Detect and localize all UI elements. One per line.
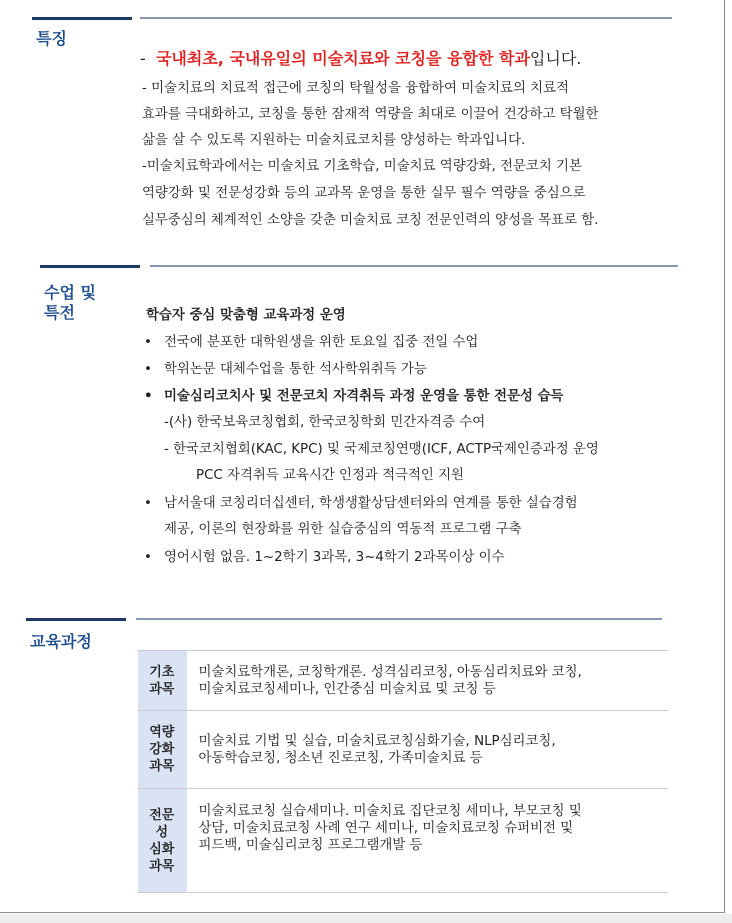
- list-subitem: -(사) 한국보육코칭협회, 한국코칭학회 민간자격증 수여: [164, 415, 486, 430]
- table-description: 미술치료학개론, 코칭학개론. 성격심리코칭, 아동심리치료와 코칭, 미술치료코칭세미나, 인간중심 미술치료 및 코칭 등: [186, 651, 668, 711]
- section-rule-light: [150, 265, 678, 267]
- features-line: -미술치료학과에서는 미술치료 기초학습, 미술치료 역량강화, 전문코치 기본: [142, 159, 582, 174]
- section-rule-light: [140, 17, 672, 19]
- list-item: • 미술심리코치사 및 전문코치 자격취득 과정 운영을 통한 전문성 습득: [144, 389, 564, 404]
- bottom-strip: [0, 914, 732, 923]
- table-row: [138, 789, 668, 893]
- classes-heading: 학습자 중심 맞춤형 교육과정 운영: [146, 308, 346, 323]
- section-rule-dark: [26, 618, 126, 621]
- lead-suffix: 입니다.: [529, 49, 582, 68]
- list-item: • 남서울대 코칭리더십센터, 학생생활상담센터와의 연계를 통한 실습경험: [144, 496, 578, 511]
- features-line: 실무중심의 체계적인 소양을 갖춘 미술치료 코칭 전문인력의 양성을 목표로 함.: [142, 213, 599, 228]
- list-subitem-cont: PCC 자격취득 교육시간 인정과 적극적인 지원: [196, 468, 464, 483]
- features-line: 역량강화 및 전문성강화 등의 교과목 운영을 통한 실무 필수 역량을 중심으로: [142, 186, 586, 201]
- features-line: - 미술치료의 치료적 접근에 코칭의 탁월성을 융합하여 미술치료의 치료적: [142, 81, 569, 96]
- curriculum-table: [138, 650, 668, 893]
- section-title-classes: 수업 및 특전: [44, 283, 96, 322]
- list-item: • 학위논문 대체수업을 통한 석사학위취득 가능: [144, 362, 427, 377]
- table-category: 역량 강화 과목: [138, 711, 186, 789]
- list-subitem: - 한국코치협회(KAC, KPC) 및 국제코칭연맹(ICF, ACTP국제인증과정 운영: [164, 442, 599, 457]
- table-row: [138, 651, 668, 711]
- table-description: 미술치료 기법 및 실습, 미술치료코칭심화기술, NLP심리코칭, 아동학습코칭, 청소년 진로코칭, 가족미술치료 등: [186, 711, 668, 789]
- features-lead: [140, 50, 581, 68]
- table-description: 미술치료코칭 실습세미나. 미술치료 집단코칭 세미나, 부모코칭 및 상담, 미술치료코칭 사례 연구 세미나, 미술치료코칭 슈퍼비전 및 피드백, 미술심리코칭 프로그램개발 등: [186, 789, 668, 893]
- table-category: 전문 성 심화 과목: [138, 789, 186, 893]
- lead-dash: -: [140, 49, 146, 68]
- features-line: 삶을 살 수 있도록 지원하는 미술치료코치를 양성하는 학과입니다.: [142, 133, 526, 148]
- section-title-features: 특징: [36, 29, 67, 48]
- table-row: [138, 711, 668, 789]
- list-item: • 전국에 분포한 대학원생을 위한 토요일 집중 전일 수업: [144, 335, 479, 350]
- list-item-cont: 제공, 이론의 현장화를 위한 실습중심의 역동적 프로그램 구축: [164, 522, 522, 537]
- features-line: 효과를 극대화하고, 코칭을 통한 잠재적 역량을 최대로 이끌어 건강하고 탁월한: [142, 107, 599, 122]
- lead-highlight: 국내최초, 국내유일의 미술치료와 코칭을 융합한 학과: [155, 49, 530, 68]
- table-category: 기초 과목: [138, 651, 186, 711]
- section-rule-dark: [32, 17, 132, 20]
- section-title-curriculum: 교육과정: [30, 632, 92, 651]
- list-item: • 영어시험 없음. 1~2학기 3과목, 3~4학기 2과목이상 이수: [144, 550, 505, 565]
- section-rule-dark: [40, 265, 140, 268]
- section-rule-light: [136, 618, 662, 620]
